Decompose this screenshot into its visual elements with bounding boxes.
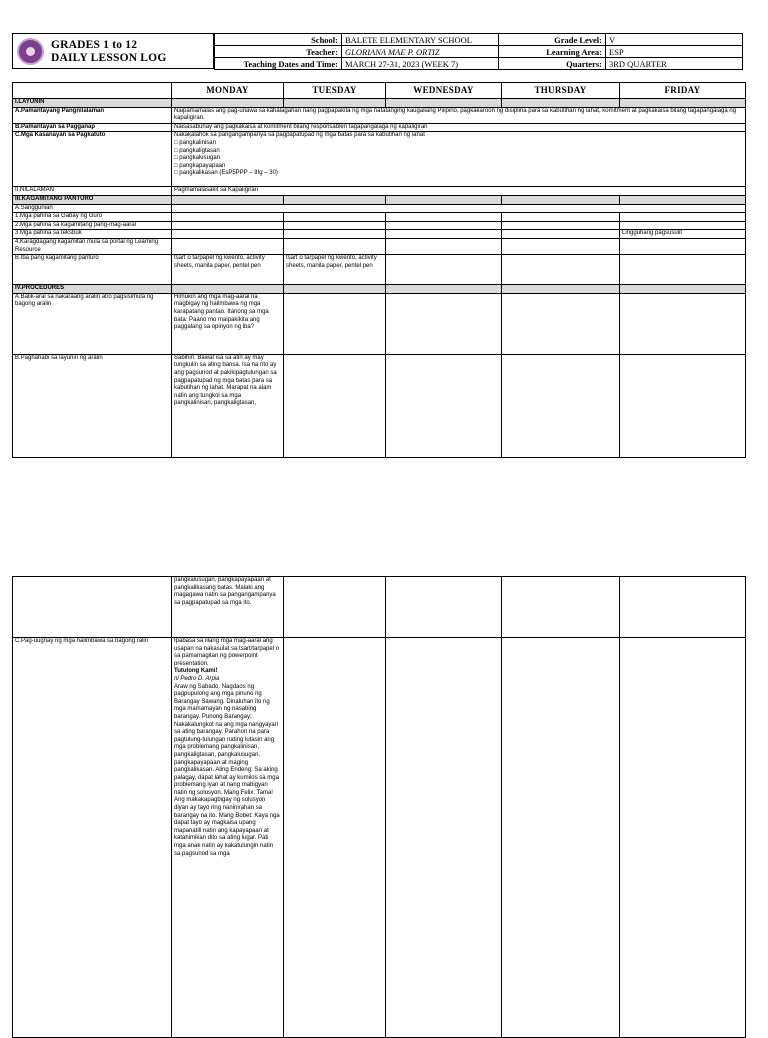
row-balik-aral	[13, 293, 746, 354]
kasanayan-line: □ pangkalinisan	[174, 139, 216, 146]
day-header-friday: FRIDAY	[620, 83, 746, 99]
row-sanggunian	[13, 204, 746, 213]
dates-label: Teaching Dates and Time:	[215, 58, 342, 70]
lesson-log-table-continued	[12, 576, 746, 1038]
paghahabi-monday-continued: pangkalusugan, pangkapayapaan at pangkalikasang batas. Malaki ang magagawa natin sa pangangampanya sa pagpapatupad sa mga ito.	[172, 577, 284, 638]
row-paghahabi	[13, 354, 746, 457]
kasanayan-line: □ pangkalikasan (EsP5PPP – IIIg – 30)	[174, 170, 278, 177]
story-text: Araw ng Sabado. Nagdaos ng pagpupulong ang mga pinuno ng Barangay Sawang. Dinaluhan ito ng mga mamamayan ng nasabing barangay. Punong Barangay: Nakakalungkot na ang mga nangyayari sa ating barangay. Parahon na para pagtulung-tulungan nating lutasin ang mga problemang pangkalinisan, pangkaligtasan, pangkalusugan, pangkapayapaan at maging pangkalikasan. Aling Endeng: Sa aking palagay, dapat lahat ay kumilos sa mga problemang iyan at nang mabigyan natin ng solusyon. Mang Felix: Tama! Ang makakapagbigay ng solusyon diyan ay tayo ring naninirahan sa barangay na ito. Mang Bobet: Kaya nga dapat tayo ay magkaisa upang mapanatili natin ang kapayapaan at katahimikan dito sa ating lugar. Pati mga anak natin ay kakatulungin natin sa pagsunod sa mga	[174, 683, 280, 857]
row-label: 4.Karagdagang kagamitan mula sa portal ng Learning Resource	[13, 238, 172, 254]
grade-value: V	[606, 34, 743, 46]
days-header-row	[13, 83, 746, 99]
iba-pang-monday: tsart o tarpapel ng kwento, activity sheets, manila paper, pentel pen	[172, 255, 284, 285]
grade-label: Grade Level:	[499, 34, 606, 46]
pag-uugnay-monday	[172, 638, 284, 1038]
row-label: B.Paghahabi sa layunin ng aralin	[13, 354, 172, 457]
row-pag-uugnay	[13, 638, 746, 1038]
kasanayan-line: Nakakalahok sa pangangampanya sa pagpapatupad ng mga batas para sa kabutihan ng lahat	[174, 132, 425, 139]
row-label: B.Pamantayan sa Pagganap	[13, 123, 172, 132]
quarter-label: Quarters:	[499, 58, 606, 70]
lesson-log-table	[12, 82, 746, 458]
row-teksbuk	[13, 230, 746, 239]
story-title: Tutulong Kami!	[174, 668, 218, 675]
row-nilalaman	[13, 187, 746, 196]
section-label: I.LAYUNIN	[13, 99, 172, 108]
teacher-value: GLORIANA MAE P. ORTIZ	[342, 46, 499, 58]
day-header-tuesday: TUESDAY	[284, 83, 386, 99]
row-karagdagang-kagamitan	[13, 238, 746, 254]
row-label: 3.Mga pahina sa teksbuk	[13, 230, 172, 239]
row-label: C.Pag-uugnay ng mga halimbawa sa bagong ralin	[13, 638, 172, 1038]
kasanayan-line: □ pangkalusugan	[174, 155, 220, 162]
row-pamantayang-pangnilalaman	[13, 107, 746, 123]
teksbuk-friday: Lingguhang pagsusulit	[620, 230, 746, 239]
dll-header	[12, 33, 745, 69]
row-kasanayan	[13, 132, 746, 187]
school-label: School:	[215, 34, 342, 46]
dll-title	[51, 39, 166, 65]
row-iba-pang-kagamitan	[13, 255, 746, 285]
row-label: B.Iba pang kagamitang panturo	[13, 255, 172, 285]
section-label: III.KAGAMITANG PANTURO	[13, 195, 172, 204]
iba-pang-tuesday: tsart o tarpapel ng kwento, activity sheets, manila paper, pentel pen	[284, 255, 386, 285]
day-header-wednesday: WEDNESDAY	[386, 83, 502, 99]
story-author: ni Pedro D. Arpia	[174, 675, 220, 682]
title-line-2: DAILY LESSON LOG	[51, 52, 167, 64]
school-info-table	[214, 33, 743, 70]
section-procedures	[13, 285, 746, 294]
row-label: A.Balik-aral sa nakaraang aralin at/o pagsisimula ng bagong aralin	[13, 293, 172, 354]
area-label: Learning Area:	[499, 46, 606, 58]
row-label: 1.Mga pahina sa Gabay ng Guro	[13, 213, 172, 222]
row-text	[172, 132, 746, 187]
row-label: A.Pamantayang Pangnilalaman	[13, 107, 172, 123]
balik-aral-monday: Himukin ang mga mag-aaral na magbigay ng halimbawa ng mga karapatang pantao. Itanong sa mga bata: Paano mo maipakikita ang paggalang sa opinyon ng iba?	[172, 293, 284, 354]
row-text: Naipamamalas ang pag-unawa sa kahalagahan nang pagpapakita ng mga natatanging kaugaliang Pilipino, pagkakaroon ng disiplina para sa kabutihan ng lahat, komitment at pagkakaisa bilang tagapangalaga ng kapaligiran.	[172, 107, 746, 123]
row-label: C.Mga Kasanayan sa Pagkatuto	[13, 132, 172, 187]
row-gabay-guro	[13, 213, 746, 222]
paghahabi-monday: Sabihin: Bawat isa sa atin ay may tungkulin sa ating bansa. Isa na rito ay ang pagsunod at pakikipagtulungan sa pagpapatupad ng mga batas para sa kabutihan ng lahat. Marapat na alam natin ang tungkol sa mga pangkalinisan, pangkaligtasan,	[172, 354, 284, 457]
row-text: Pagmamalasakit sa Kapaligiran	[172, 187, 746, 196]
kasanayan-line: □ pangkaligtasan	[174, 147, 220, 154]
day-header-thursday: THURSDAY	[502, 83, 620, 99]
title-line-1: GRADES 1 to 12	[51, 39, 138, 51]
days-header-blank	[13, 83, 172, 99]
row-text: Naisasabuhay ang pagkakaisa at komitment bilang responsablen tagapangalaga ng kapaligiran	[172, 123, 746, 132]
quarter-value: 3RD QUARTER	[606, 58, 743, 70]
row-pamantayan-pagganap	[13, 123, 746, 132]
teacher-label: Teacher:	[215, 46, 342, 58]
row-paghahabi-continued	[13, 577, 746, 638]
area-value: ESP	[606, 46, 743, 58]
section-layunin	[13, 99, 746, 108]
row-kagamitang-mag-aaral	[13, 221, 746, 230]
dates-value: MARCH 27-31, 2023 (WEEK 7)	[342, 58, 499, 70]
school-value: BALETE ELEMENTARY SCHOOL	[342, 34, 499, 46]
row-label: A.Sanggunian	[13, 204, 172, 213]
pag-uugnay-intro: Ipabasa sa iilang mga mag-aaral ang usapan na nakasulat sa tsart/tarpapel o sa pamamagitan ng powerpoint presentation.	[174, 638, 280, 667]
day-header-monday: MONDAY	[172, 83, 284, 99]
section-kagamitan	[13, 195, 746, 204]
row-label: 2.Mga pahina sa kagamitang pang-mag-aaral	[13, 221, 172, 230]
section-label: IV.PROCEDURES	[13, 285, 172, 294]
dll-title-box	[12, 33, 214, 69]
row-label: II.NILALAMAN	[13, 187, 172, 196]
deped-seal-logo	[17, 38, 44, 65]
kasanayan-line: □ pangkapayapaan	[174, 162, 226, 169]
